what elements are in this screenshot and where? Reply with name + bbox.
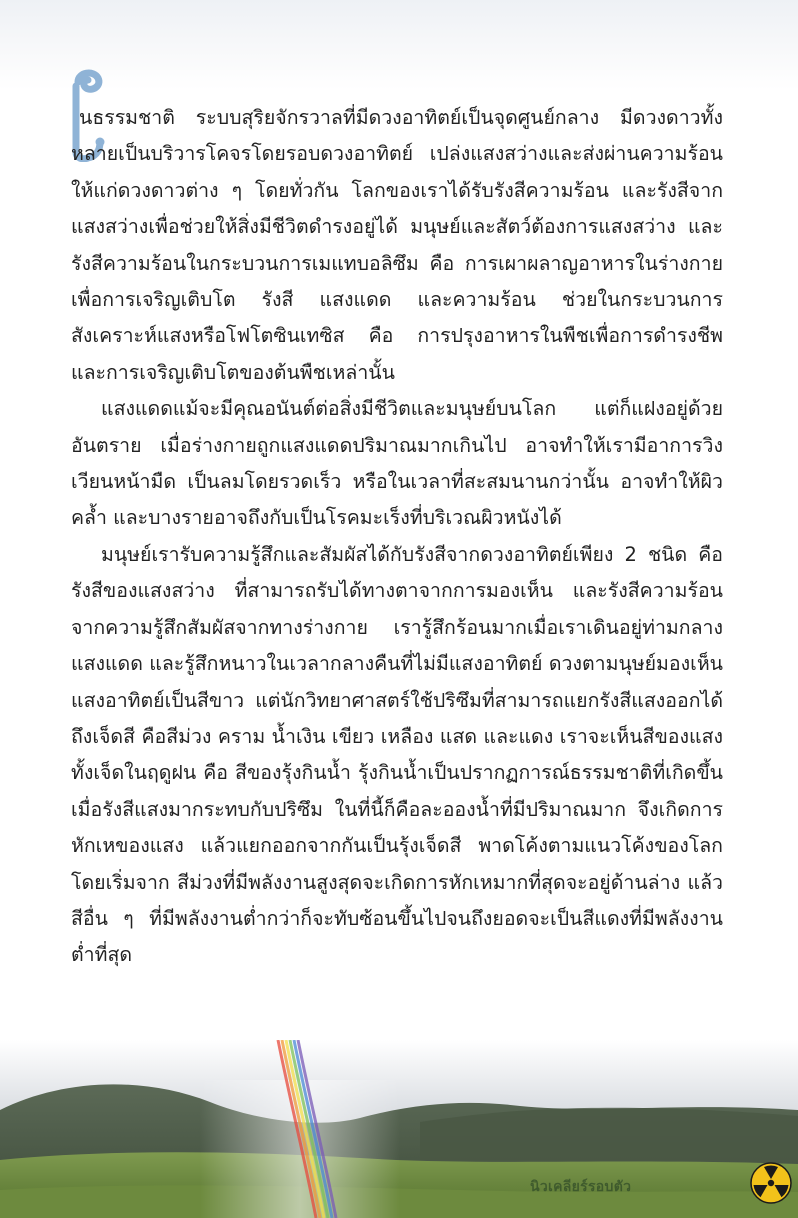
paragraph-3: มนุษย์เรารับความรู้สึกและสัมผัสได้กับรังสีจากดวงอาทิตย์เพียง 2 ชนิด คือรังสีของแสงสว่าง ที่สามารถรับได้ทางตาจากการมองเห็น และรังสีความร้อนจากความรู้สึกสัมผัสจากทางร่างกาย เรารู้สึกร้อนมากเมื่อเราเดินอยู่ท่ามกลางแสงแดด และรู้สึกหนาวในเวลากลางคืนที่ไม่มีแสงอาทิตย์ ดวงตามนุษย์มองเห็นแสงอาทิตย์เป็นสีขาว แต่นักวิทยาศาสตร์ใช้ปริซึมที่สามารถแยกรังสีแสงออกได้ถึงเจ็ดสี คือสีม่วง คราม น้ำเงิน เขียว เหลือง แสด และแดง เราจะเห็นสีของแสงทั้งเจ็ดในฤดูฝน คือ สีของรุ้งกินน้ำ รุ้งกินน้ำเป็นปรากฏการณ์ธรรมชาติที่เกิดขึ้นเมื่อรังสีแสงมากระทบกับปริซึม ในที่นี้ก็คือละอองน้ำที่มีปริมาณมาก จึงเกิดการหักเหของแสง แล้วแยกออกจากกันเป็นรุ้งเจ็ดสี พาดโค้งตามแนวโค้งของโลก โดยเริ่มจาก สีม่วงที่มีพลังงานสูงสุดจะเกิดการหักเหมากที่สุดจะอยู่ด้านล่าง แล้วสีอื่น ๆ ที่มีพลังงานต่ำกว่าก็จะทับซ้อนขึ้นไปจนถึงยอดจะเป็นสีแดงที่มีพลังงานต่ำที่สุด: [71, 542, 723, 967]
sky-header-background: [0, 0, 798, 90]
radiation-icon: [750, 1162, 792, 1204]
paragraph-1: [71, 100, 723, 391]
article-body: [71, 100, 723, 974]
footer-caption: นิวเคลียร์รอบตัว: [530, 1179, 632, 1195]
paragraph-1-text: นธรรมชาติ ระบบสุริยจักรวาลที่มีดวงอาทิตย์เป็นจุดศูนย์กลาง มีดวงดาวทั้งหลายเป็นบริวารโคจรโดยรอบดวงอาทิตย์ เปล่งแสงสว่างและส่งผ่านความร้อนให้แก่ดวงดาวต่าง ๆ โดยทั่วกัน โลกของเราได้รับรังสีความร้อน และรังสีจากแสงสว่างเพื่อช่วยให้สิ่งมีชีวิตดำรงอยู่ได้ มนุษย์และสัตว์ต้องการแสงสว่าง และรังสีความร้อนในกระบวนการเมแทบอลิซึม คือ การเผาผลาญอาหารในร่างกายเพื่อการเจริญเติบโต รังสี แสงแดด และความร้อน ช่วยในกระบวนการสังเคราะห์แสงหรือโฟโตซินเทซิส คือ การปรุงอาหารในพืชเพื่อการดำรงชีพ และการเจริญเติบโตของต้นพืชเหล่านั้น: [71, 106, 723, 384]
paragraph-2: แสงแดดแม้จะมีคุณอนันต์ต่อสิ่งมีชีวิตและมนุษย์บนโลก แต่ก็แฝงอยู่ด้วยอันตราย เมื่อร่างกายถูกแสงแดดปริมาณมากเกินไป อาจทำให้เรามีอาการวิงเวียนหน้ามืด เป็นลมโดยรวดเร็ว หรือในเวลาที่สะสมนานกว่านั้น อาจทำให้ผิวคล้ำ และบางรายอาจถึงกับเป็นโรคมะเร็งที่บริเวณผิวหนังได้: [71, 397, 723, 530]
landscape-rainbow-photo: [0, 1040, 798, 1218]
